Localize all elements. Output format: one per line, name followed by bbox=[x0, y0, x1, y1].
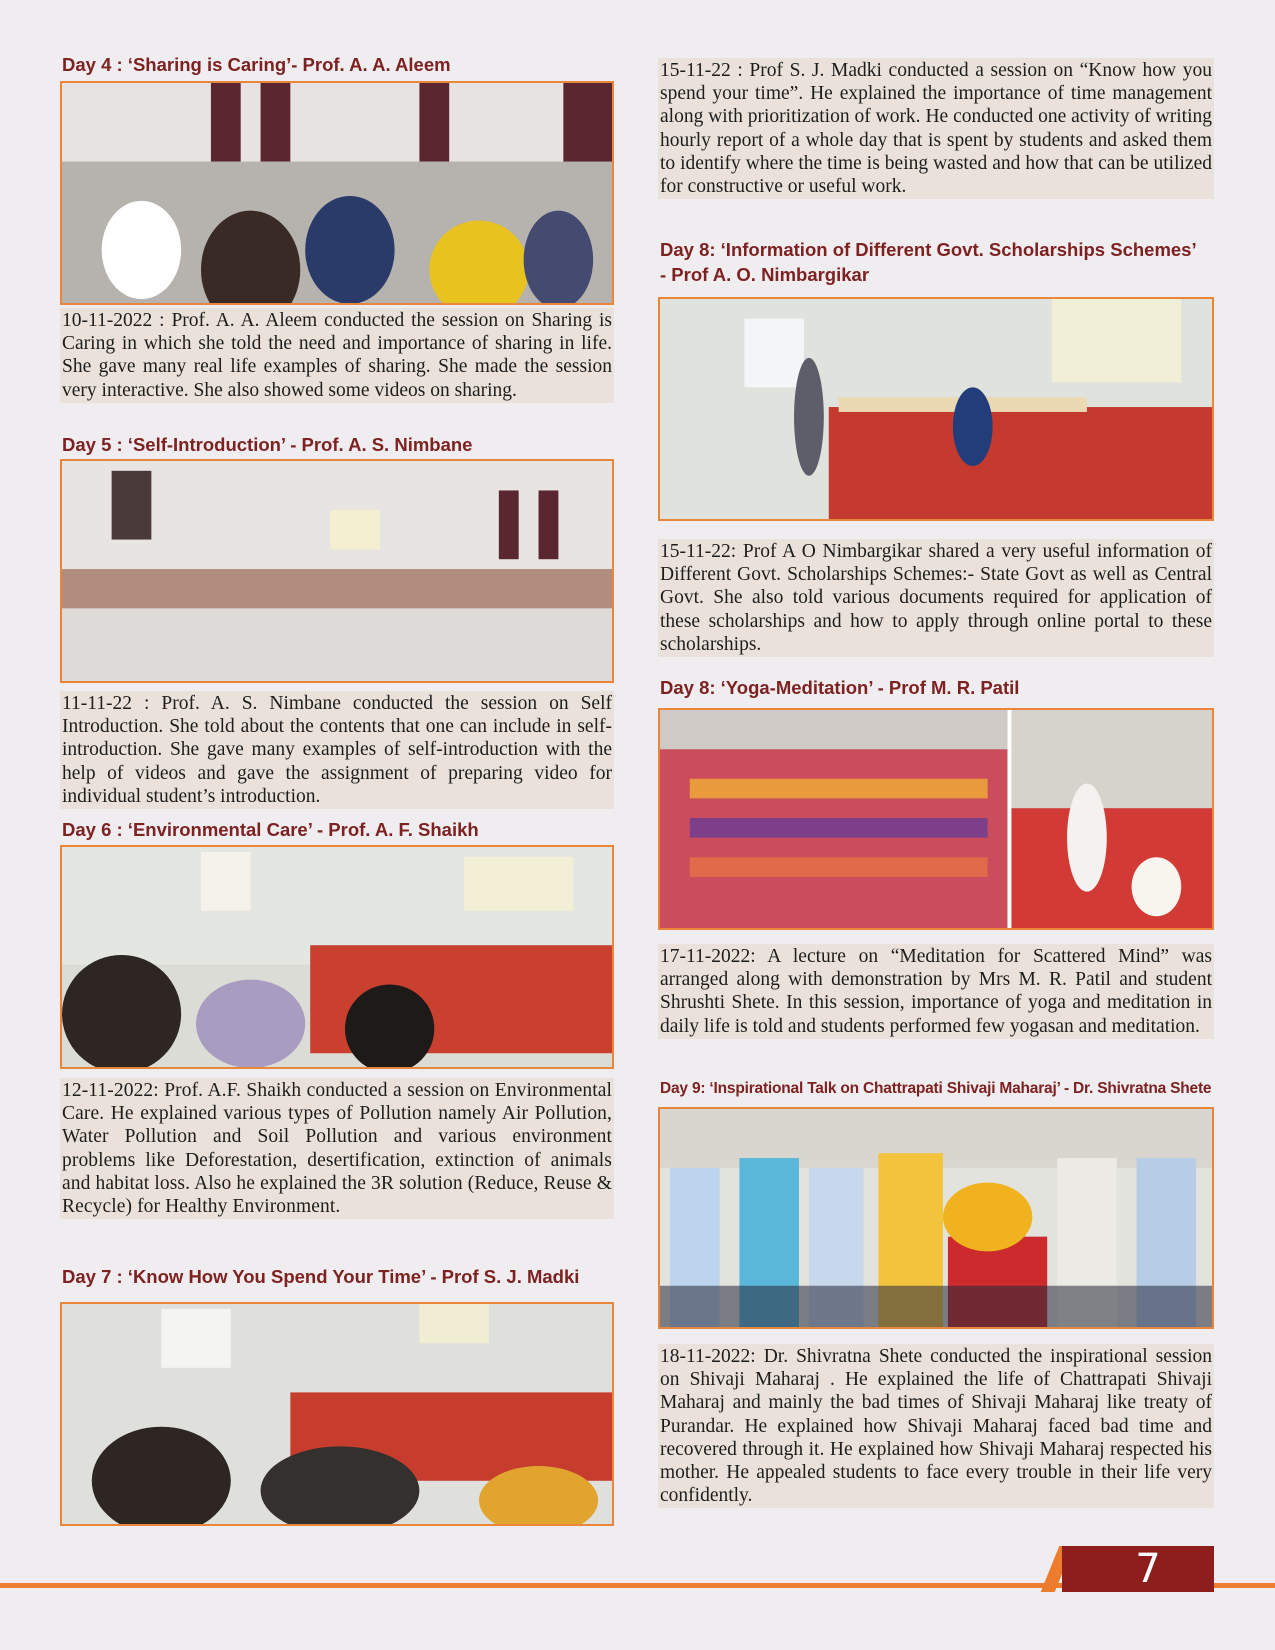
day4-photo bbox=[60, 81, 614, 305]
day4-text: 10-11-2022 : Prof. A. A. Aleem conducted the session on Sharing is Caring in which she told the need and importance of sharing in life. She gave many real life examples of sharing. She made the session very interactive. She also showed some videos on sharing. bbox=[60, 308, 614, 403]
day8-scholarship-heading-line2: - Prof A. O. Nimbargikar bbox=[660, 264, 870, 285]
day4-heading: Day 4 : ‘Sharing is Caring’- Prof. A. A. Aleem bbox=[62, 54, 451, 75]
day9-text: 18-11-2022: Dr. Shivratna Shete conducted the inspirational session on Shivaji Maharaj . He explained the life of Chattrapati Shivaji Maharaj and mainly the bad times of Shivaji Maharaj like treaty of Purandar. He explained how Shivaji Maharaj faced bad time and recovered through it. He explained how Shivaji Maharaj respected his mother. He appealed students to face every trouble in their life very confidently. bbox=[658, 1344, 1214, 1508]
page-number: 7 bbox=[1062, 1546, 1214, 1592]
day6-heading: Day 6 : ‘Environmental Care’ - Prof. A. F. Shaikh bbox=[62, 819, 479, 840]
day8-yoga-photo bbox=[658, 708, 1214, 930]
day7-heading: Day 7 : ‘Know How You Spend Your Time’ - Prof S. J. Madki bbox=[62, 1266, 580, 1287]
day9-photo bbox=[658, 1107, 1214, 1329]
day8-scholarship-text: 15-11-22: Prof A O Nimbargikar shared a very useful information of Different Govt. Scholarships Schemes:- State Govt as well as Central Govt. She also told various documents required for application of these scholarships and how to apply through online portal to these scholarships. bbox=[658, 539, 1214, 657]
day8-scholarship-heading-line1: Day 8: ‘Information of Different Govt. Scholarships Schemes’ bbox=[660, 239, 1197, 260]
day5-text: 11-11-22 : Prof. A. S. Nimbane conducted the session on Self Introduction. She told about the contents that one can include in self-introduction. She gave many examples of self-introduction with the help of videos and gave the assignment of preparing video for individual student’s introduction. bbox=[60, 691, 614, 809]
day8-scholarship-photo bbox=[658, 297, 1214, 521]
day8-yoga-text: 17-11-2022: A lecture on “Meditation for Scattered Mind” was arranged along with demonstration by Mrs M. R. Patil and student Shrushti Shete. In this session, importance of yoga and meditation in daily life is told and students performed few yogasan and meditation. bbox=[658, 944, 1214, 1039]
day9-heading: Day 9: ‘Inspirational Talk on Chattrapati Shivaji Maharaj’ - Dr. Shivratna Shete bbox=[660, 1080, 1212, 1097]
day7-text: 15-11-22 : Prof S. J. Madki conducted a session on “Know how you spend your time”. He explained the importance of time management along with prioritization of work. He conducted one activity of writing hourly report of a whole day that is spent by students and asked them to identify where the time is being wasted and how that can be utilized for constructive or useful work. bbox=[658, 58, 1214, 199]
day6-photo bbox=[60, 845, 614, 1069]
day5-heading: Day 5 : ‘Self-Introduction’ - Prof. A. S. Nimbane bbox=[62, 434, 473, 455]
day8-yoga-heading: Day 8: ‘Yoga-Meditation’ - Prof M. R. Patil bbox=[660, 677, 1020, 698]
day7-photo bbox=[60, 1302, 614, 1526]
day6-text: 12-11-2022: Prof. A.F. Shaikh conducted a session on Environmental Care. He explained various types of Pollution namely Air Pollution, Water Pollution and Soil Pollution and various environment problems like Deforestation, desertification, extinction of animals and habitat loss. Also he explained the 3R solution (Reduce, Reuse & Recycle) for Healthy Environment. bbox=[60, 1078, 614, 1219]
day5-photo bbox=[60, 459, 614, 683]
